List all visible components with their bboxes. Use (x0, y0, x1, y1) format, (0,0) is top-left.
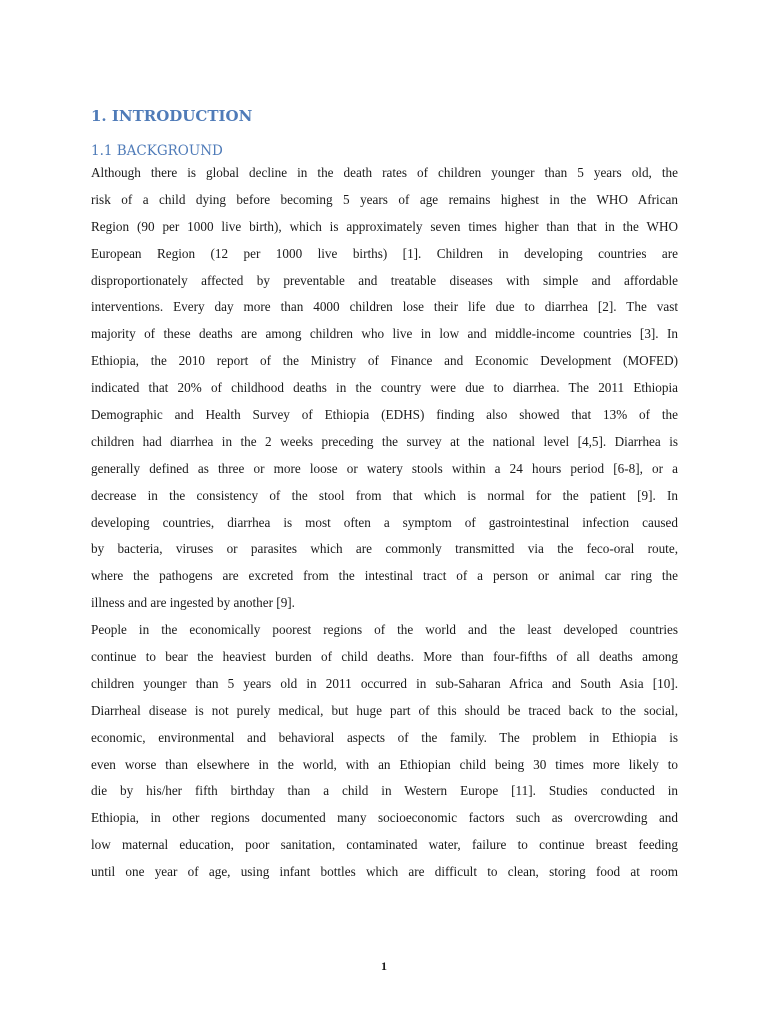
text-line: indicated that 20% of childhood deaths in the country were due to diarrhea. The 2011 Ethiopia (91, 380, 678, 396)
text-line: children had diarrhea in the 2 weeks preceding the survey at the national level [4,5]. Diarrhea is (91, 433, 678, 449)
text-line: decrease in the consistency of the stool from that which is normal for the patient [9]. In (91, 487, 678, 503)
text-line: even worse than elsewhere in the world, with an Ethiopian child being 30 times more likely to (91, 756, 678, 772)
text-line: generally defined as three or more loose or watery stools within a 24 hours period [6-8], or a (91, 460, 678, 476)
text-line: economic, environmental and behavioral aspects of the family. The problem in Ethiopia is (91, 729, 678, 745)
subsection-heading: 1.1 BACKGROUND (91, 143, 223, 159)
text-line: illness and are ingested by another [9]. (91, 595, 295, 611)
page-number: 1 (381, 959, 387, 973)
text-line: developing countries, diarrhea is most often a symptom of gastrointestinal infection caused (91, 514, 678, 530)
text-line: until one year of age, using infant bottles which are difficult to clean, storing food at room (91, 864, 678, 880)
text-line: die by his/her fifth birthday than a child in Western Europe [11]. Studies conducted in (91, 783, 678, 799)
text-line: Ethiopia, the 2010 report of the Ministry of Finance and Economic Development (MOFED) (91, 353, 678, 369)
text-line: risk of a child dying before becoming 5 years of age remains highest in the WHO African (91, 191, 678, 207)
text-line: continue to bear the heaviest burden of child deaths. More than four-fifths of all deaths among (91, 649, 678, 665)
text-line: interventions. Every day more than 4000 children lose their life due to diarrhea [2]. The vast (91, 299, 678, 315)
text-line: People in the economically poorest regions of the world and the least developed countries (91, 622, 678, 638)
text-line: where the pathogens are excreted from the intestinal tract of a person or animal car ring the (91, 568, 678, 584)
text-line: low maternal education, poor sanitation, contaminated water, failure to continue breast feeding (91, 837, 678, 853)
text-line: disproportionately affected by preventable and treatable diseases with simple and affordable (91, 272, 678, 288)
text-line: Region (90 per 1000 live birth), which is approximately seven times higher than that in the WHO (91, 218, 678, 234)
text-line: Demographic and Health Survey of Ethiopia (EDHS) finding also showed that 13% of the (91, 407, 678, 423)
text-line: Although there is global decline in the death rates of children younger than 5 years old, the (91, 165, 678, 180)
text-line: Diarrheal disease is not purely medical, but huge part of this should be traced back to the social, (91, 702, 678, 718)
text-line: children younger than 5 years old in 2011 occurred in sub-Saharan Africa and South Asia [10]. (91, 675, 678, 691)
text-line: Ethiopia, in other regions documented many socioeconomic factors such as overcrowding and (91, 810, 678, 826)
body-text (91, 160, 678, 886)
section-heading: 1. INTRODUCTION (91, 107, 253, 125)
text-line: by bacteria, viruses or parasites which are commonly transmitted via the feco-oral route, (91, 541, 678, 557)
text-line: majority of these deaths are among children who live in low and middle-income countries [3]. In (91, 326, 678, 342)
text-line: European Region (12 per 1000 live births) [1]. Children in developing countries are (91, 245, 678, 261)
